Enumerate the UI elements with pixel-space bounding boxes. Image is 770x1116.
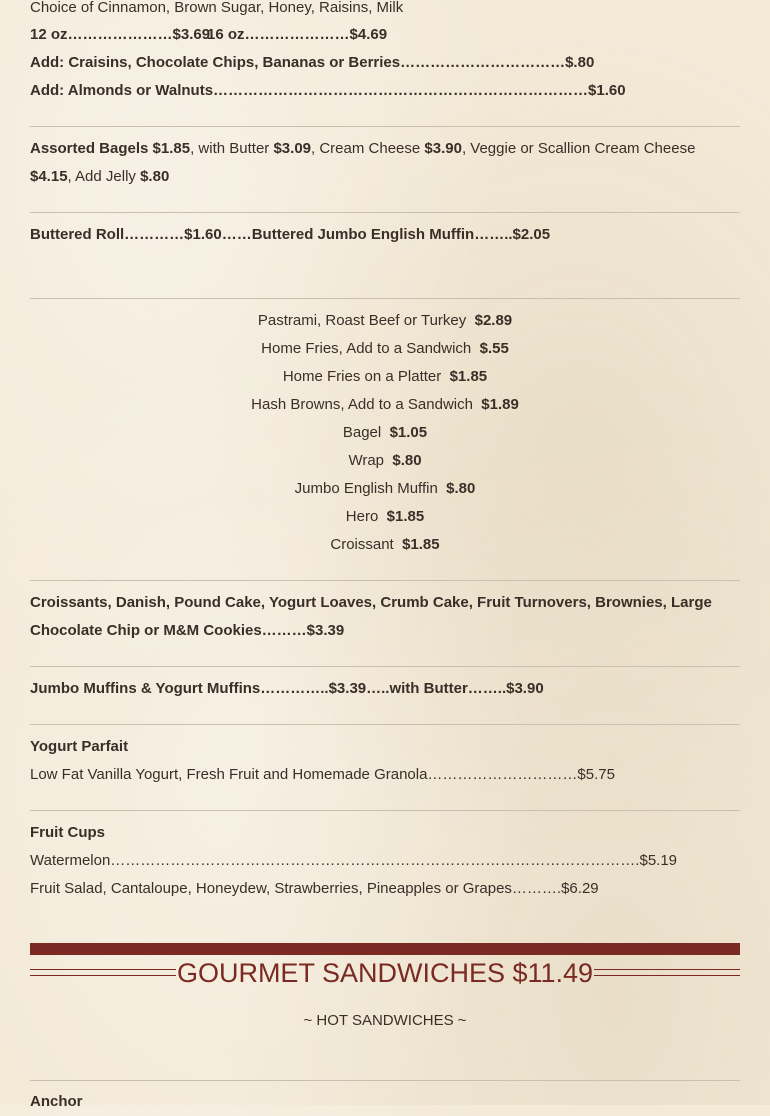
oatmeal-add-2: Add: Almonds or Walnuts…………………………………………………………………$1.60 [30,82,626,99]
bagels-jelly-price: $.80 [140,168,170,185]
addon-name: Croissant [330,536,394,553]
divider [30,666,740,667]
oatmeal-add-1: Add: Craisins, Chocolate Chips, Bananas or Berries……………………………$.80 [30,54,595,71]
oatmeal-choice-line: Choice of Cinnamon, Brown Sugar, Honey, Raisins, Milk [30,0,404,16]
addon-item [30,503,740,531]
addon-item [30,475,740,503]
addon-name: Bagel [342,424,382,441]
bagels-veggie-text: , Veggie or Scallion Cream Cheese [461,140,696,157]
roll-muffin-line: Buttered Roll…………$1.60……Buttered Jumbo English Muffin……..$2.05 [30,226,551,243]
bagels-item [30,135,740,191]
divider [30,810,740,811]
addon-price: $1.85 [402,536,440,553]
addon-name: Hash Browns, Add to a Sandwich [251,396,473,413]
divider [30,724,740,725]
addon-name: Home Fries, Add to a Sandwich [261,340,472,357]
addon-item [30,531,740,559]
addon-price: $2.89 [474,312,513,329]
bagels-cream-cheese-text: , Cream Cheese [311,140,425,157]
divider [30,126,740,127]
addon-price: $1.89 [481,396,519,413]
pastries-item: Croissants, Danish, Pound Cake, Yogurt Loaves, Crumb Cake, Fruit Turnovers, Brownies, Large Chocolate Chip or M&M Cookies………$3.39 [30,594,712,639]
bagels-cream-cheese-price: $3.90 [424,140,462,157]
fruit-cups-watermelon: Watermelon…………………………………………………………………………………………….$5.19 [30,852,678,869]
fruit-cups-assorted: Fruit Salad, Cantaloupe, Honeydew, Strawberries, Pineapples or Grapes……….$6.29 [30,880,599,897]
addon-price: $1.05 [389,424,428,441]
bagels-veggie-price: $4.15 [30,168,68,185]
section-subtitle: ~ HOT SANDWICHES ~ [303,1012,467,1029]
addon-name: Hero [345,508,379,525]
sandwich-item-name: Anchor [30,1093,83,1110]
addon-item [30,391,740,419]
addon-price: $.55 [479,340,509,357]
fruit-cups-heading: Fruit Cups [30,824,105,841]
addon-name: Pastrami, Roast Beef or Turkey [257,312,467,329]
addon-item [30,307,740,335]
parfait-line: Low Fat Vanilla Yogurt, Fresh Fruit and Homemade Granola…………………………$5.75 [30,766,615,783]
divider [30,580,740,581]
addon-name: Jumbo English Muffin [294,480,438,497]
addon-name: Home Fries on a Platter [282,368,442,385]
addon-price: $1.85 [449,368,488,385]
addon-price: $.80 [446,480,476,497]
bagels-jelly-text: , Add Jelly [67,168,141,185]
addon-item [30,419,740,447]
addon-name: Wrap [348,452,385,469]
bagels-butter-price: $3.09 [273,140,312,157]
addon-item [30,363,740,391]
addon-item [30,335,740,363]
parfait-heading: Yogurt Parfait [30,738,129,755]
bagels-butter-text: , with Butter [190,140,274,157]
bagels-name: Assorted Bagels [30,140,149,157]
addon-item [30,447,740,475]
divider [30,212,740,213]
addon-price: $.80 [392,452,422,469]
muffins-item: Jumbo Muffins & Yogurt Muffins…………..$3.39…..with Butter……..$3.90 [30,680,544,697]
section-title-row [30,955,740,993]
section-band [30,943,740,955]
section-title: GOURMET SANDWICHES $11.49 [176,958,594,988]
addon-price: $1.85 [386,508,425,525]
oatmeal-size-16: 16 oz…………………$4.69 [207,26,388,43]
divider [30,1080,740,1081]
divider [30,298,740,299]
bagels-price: $1.85 [152,140,191,157]
oatmeal-size-12: 12 oz…………………$3.69 [30,26,211,43]
